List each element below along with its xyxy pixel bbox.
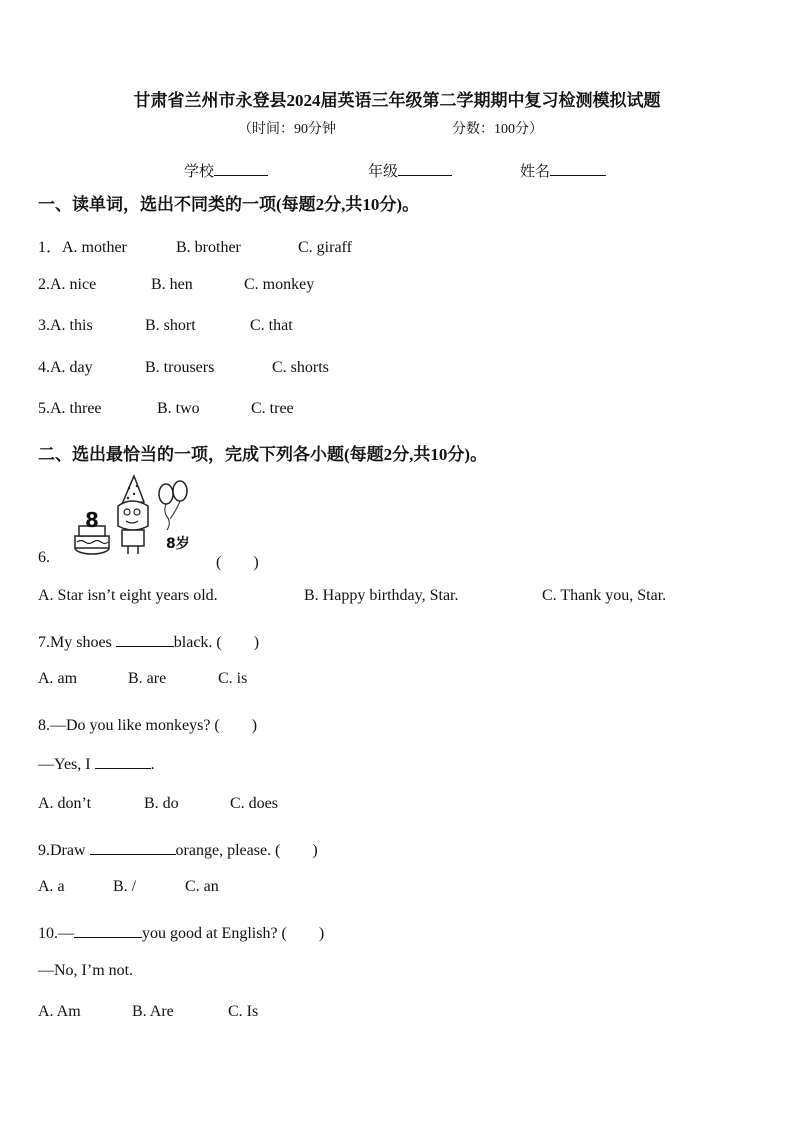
q9-options <box>38 878 219 896</box>
question-2 <box>38 276 314 294</box>
name-blank[interactable] <box>550 161 606 176</box>
question-7 <box>38 629 259 652</box>
q7-option-b[interactable]: B. are <box>128 670 167 687</box>
q8-blank[interactable] <box>95 754 151 769</box>
q9-text-post: orange, please. ( ) <box>175 842 318 859</box>
question-3 <box>38 317 293 335</box>
q2-option-b[interactable]: B. hen <box>151 276 193 293</box>
q8-option-b[interactable]: B. do <box>144 795 179 812</box>
q6-number: 6. <box>38 549 50 566</box>
q9-option-c[interactable]: C. an <box>185 878 219 895</box>
q6-option-b[interactable]: B. Happy birthday, Star. <box>304 587 459 604</box>
name-field[interactable] <box>520 160 606 181</box>
q5-option-a[interactable]: 5.A. three <box>38 400 102 417</box>
q4-option-a[interactable]: 4.A. day <box>38 359 93 376</box>
question-1 <box>38 234 352 257</box>
q8-reply-post: . <box>150 756 155 773</box>
q2-option-a[interactable]: 2.A. nice <box>38 276 97 293</box>
cake-number: 8 <box>85 508 99 532</box>
q6-options <box>38 587 666 605</box>
q7-option-c[interactable]: C. is <box>218 670 248 687</box>
q10-options <box>38 1003 258 1021</box>
q10-text-post: you good at English? ( ) <box>142 925 325 942</box>
question-9 <box>38 837 318 860</box>
q9-text-pre: 9.Draw <box>38 842 90 859</box>
q7-option-a[interactable]: A. am <box>38 670 78 687</box>
q10-option-c[interactable]: C. Is <box>228 1003 259 1020</box>
question-4 <box>38 359 329 377</box>
q1-option-a[interactable]: 1．A. mother <box>38 239 127 256</box>
q7-blank[interactable] <box>116 632 174 647</box>
q3-option-b[interactable]: B. short <box>145 317 196 334</box>
grade-label: 年级 <box>368 164 399 180</box>
q1-option-b[interactable]: B. brother <box>176 239 241 256</box>
cake-icon <box>75 508 109 554</box>
school-field[interactable] <box>184 160 268 181</box>
q8-reply <box>38 754 155 774</box>
q10-option-a[interactable]: A. Am <box>38 1003 81 1020</box>
q5-option-c[interactable]: C. tree <box>251 400 294 417</box>
q2-option-c[interactable]: C. monkey <box>244 276 315 293</box>
time-info: （时间：90分钟 <box>238 122 336 137</box>
grade-field[interactable] <box>368 160 452 181</box>
q7-text-pre: 7.My shoes <box>38 634 116 651</box>
child-icon <box>118 476 148 554</box>
q10-reply: —No, I’m not. <box>38 962 134 979</box>
name-label: 姓名 <box>520 164 551 180</box>
q8-option-c[interactable]: C. does <box>230 795 278 812</box>
question-8: 8.—Do you like monkeys? ( ) <box>38 717 258 734</box>
section1-heading: 一、读单词，选出不同类的一项(每题2分,共10分)。 <box>38 195 420 214</box>
birthday-illustration <box>74 474 194 566</box>
q6-option-c[interactable]: C. Thank you, Star. <box>542 587 667 604</box>
grade-blank[interactable] <box>398 161 452 176</box>
exam-title: 甘肃省兰州市永登县2024届英语三年级第二学期期中复习检测模拟试题 <box>133 91 661 110</box>
balloons-icon <box>159 481 187 530</box>
q10-text-pre: 10.— <box>38 925 74 942</box>
q10-option-b[interactable]: B. Are <box>132 1003 174 1020</box>
score-info: 分数：100分） <box>452 122 543 137</box>
q6-answer-paren[interactable]: ( ) <box>216 554 259 571</box>
age-label: 8岁 <box>166 536 190 552</box>
q9-option-a[interactable]: A. a <box>38 878 65 895</box>
q8-reply-pre: —Yes, I <box>38 756 95 773</box>
question-10 <box>38 920 324 943</box>
q9-option-b[interactable]: B. / <box>113 878 137 895</box>
q8-options <box>38 795 278 813</box>
q3-option-a[interactable]: 3.A. this <box>38 317 93 334</box>
question-5 <box>38 400 294 418</box>
q4-option-c[interactable]: C. shorts <box>272 359 329 376</box>
school-blank[interactable] <box>214 161 268 176</box>
q7-text-post: black. ( ) <box>173 634 260 651</box>
q10-blank[interactable] <box>74 923 142 938</box>
q9-blank[interactable] <box>90 840 176 855</box>
q4-option-b[interactable]: B. trousers <box>145 359 215 376</box>
school-label: 学校 <box>184 164 215 180</box>
q3-option-c[interactable]: C. that <box>250 317 293 334</box>
q6-option-a[interactable]: A. Star isn’t eight years old. <box>38 587 218 604</box>
q5-option-b[interactable]: B. two <box>157 400 200 417</box>
section2-heading: 二、选出最恰当的一项，完成下列各小题(每题2分,共10分)。 <box>38 445 488 464</box>
q8-option-a[interactable]: A. don’t <box>38 795 92 812</box>
q7-options <box>38 670 247 688</box>
q1-option-c[interactable]: C. giraff <box>298 239 352 256</box>
